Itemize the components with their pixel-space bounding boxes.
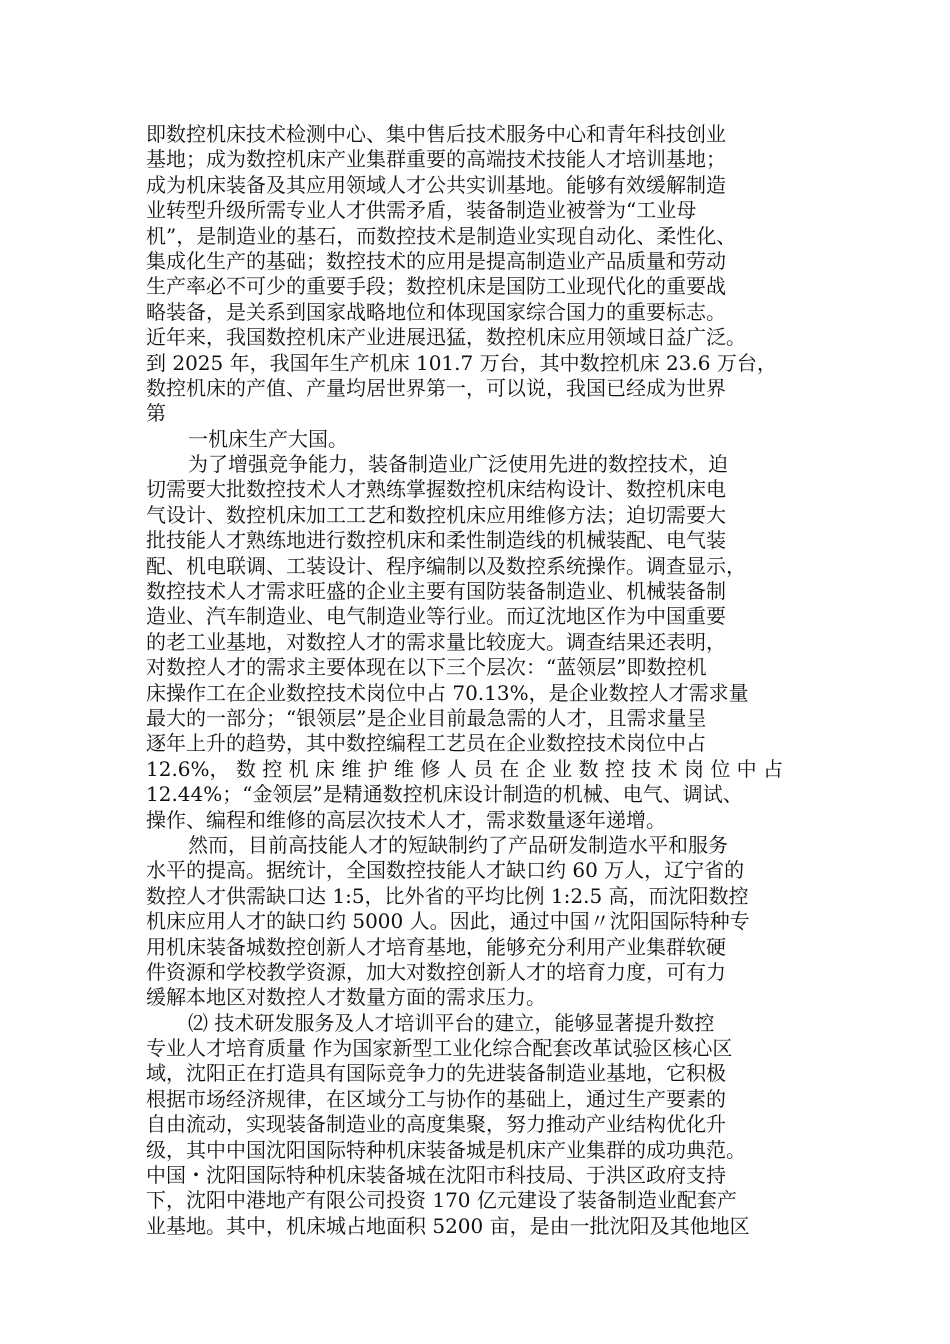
text-line: 操作、编程和维修的高层次技术人才，需求数量逐年递增。 (146, 807, 666, 832)
text-line: 业基地。其中，机床城占地面积 5200 亩，是由一批沈阳及其他地区 (146, 1213, 750, 1238)
document-body (146, 122, 826, 1239)
text-line: 根据市场经济规律，在区域分工与协作的基础上，通过生产要素的 (146, 1086, 726, 1111)
text-line: 基地；成为数控机床产业集群重要的高端技术技能人才培训基地； (146, 147, 726, 172)
text-line: 对数控人才的需求主要体现在以下三个层次：“蓝领层”即数控机 (146, 655, 707, 680)
text-line: 数控人才供需缺口达 1:5，比外省的平均比例 1:2.5 高，而沈阳数控 (146, 883, 749, 908)
text-line: 成为机床装备及其应用领域人才公共实训基地。能够有效缓解制造 (146, 172, 726, 197)
text-line: 第 (146, 401, 166, 426)
text-line: 机床应用人才的缺口约 5000 人。因此，通过中国〃沈阳国际特种专 (146, 909, 750, 934)
text-line: 为了增强竞争能力，装备制造业广泛使用先进的数控技术，迫 (188, 452, 728, 477)
text-line: 最大的一部分；“银领层”是企业目前最急需的人才，且需求量呈 (146, 705, 707, 730)
text-line: 业转型升级所需专业人才供需矛盾，装备制造业被誉为“工业母 (146, 198, 697, 223)
text-line: 自由流动，实现装备制造业的高度集聚，努力推动产业结构优化升 (146, 1112, 726, 1137)
text-line: 然而，目前高技能人才的短缺制约了产品研发制造水平和服务 (188, 832, 728, 857)
text-line: 级，其中中国沈阳国际特种机床装备城是机床产业集群的成功典范。 (146, 1137, 746, 1162)
text-line: 机”，是制造业的基石，而数控技术是制造业实现自动化、柔性化、 (146, 223, 737, 248)
text-line: 12.6%， 数 控 机 床 维 护 维 修 人 员 在 企 业 数 控 技 术 岗 位 中 占 (146, 756, 784, 781)
text-line: 域，沈阳正在打造具有国际竞争力的先进装备制造业基地，它积极 (146, 1061, 726, 1086)
text-line: 到 2025 年，我国年生产机床 101.7 万台，其中数控机床 23.6 万台， (146, 350, 777, 375)
text-line: 切需要大批数控技术人才熟练掌握数控机床结构设计、数控机床电 (146, 477, 726, 502)
text-line: 水平的提高。据统计，全国数控技能人才缺口约 60 万人，辽宁省的 (146, 858, 745, 883)
text-line: 12.44%；“金领层”是精通数控机床设计制造的机械、电气、调试、 (146, 782, 743, 807)
text-line: 用机床装备城数控创新人才培育基地，能够充分利用产业集群软硬 (146, 934, 726, 959)
text-line: 专业人才培育质量 作为国家新型工业化综合配套改革试验区核心区 (146, 1036, 733, 1061)
text-line: 的老工业基地，对数控人才的需求量比较庞大。调查结果还表明， (146, 629, 726, 654)
text-line: 批技能人才熟练地进行数控机床和柔性制造线的机械装配、电气装 (146, 528, 726, 553)
text-line: 逐年上升的趋势，其中数控编程工艺员在企业数控技术岗位中占 (146, 731, 706, 756)
text-line: 缓解本地区对数控人才数量方面的需求压力。 (146, 985, 546, 1010)
text-line: 下，沈阳中港地产有限公司投资 170 亿元建设了装备制造业配套产 (146, 1188, 737, 1213)
text-line: ⑵ 技术研发服务及人才培训平台的建立，能够显著提升数控 (188, 1010, 715, 1035)
text-line: 件资源和学校教学资源，加大对数控创新人才的培育力度，可有力 (146, 959, 726, 984)
text-line: 即数控机床技术检测中心、集中售后技术服务中心和青年科技创业 (146, 122, 726, 146)
text-line: 集成化生产的基础；数控技术的应用是提高制造业产品质量和劳动 (146, 248, 726, 273)
text-line: 一机床生产大国。 (188, 426, 348, 451)
text-line: 气设计、数控机床加工工艺和数控机床应用维修方法；迫切需要大 (146, 502, 726, 527)
text-line: 略装备，是关系到国家战略地位和体现国家综合国力的重要标志。 (146, 299, 726, 324)
text-line: 中国・沈阳国际特种机床装备城在沈阳市科技局、于洪区政府支持 (146, 1163, 726, 1188)
text-line: 配、机电联调、工装设计、程序编制以及数控系统操作。调查显示， (146, 553, 746, 578)
text-line: 生产率必不可少的重要手段；数控机床是国防工业现代化的重要战 (146, 274, 726, 299)
text-line: 数控机床的产值、产量均居世界第一，可以说，我国已经成为世界 (146, 375, 726, 400)
text-line: 床操作工在企业数控技术岗位中占 70.13%，是企业数控人才需求量 (146, 680, 749, 705)
text-line: 数控技术人才需求旺盛的企业主要有国防装备制造业、机械装备制 (146, 579, 726, 604)
text-line: 近年来，我国数控机床产业进展迅猛，数控机床应用领域日益广泛。 (146, 325, 746, 350)
text-line: 造业、汽车制造业、电气制造业等行业。而辽沈地区作为中国重要 (146, 604, 726, 629)
